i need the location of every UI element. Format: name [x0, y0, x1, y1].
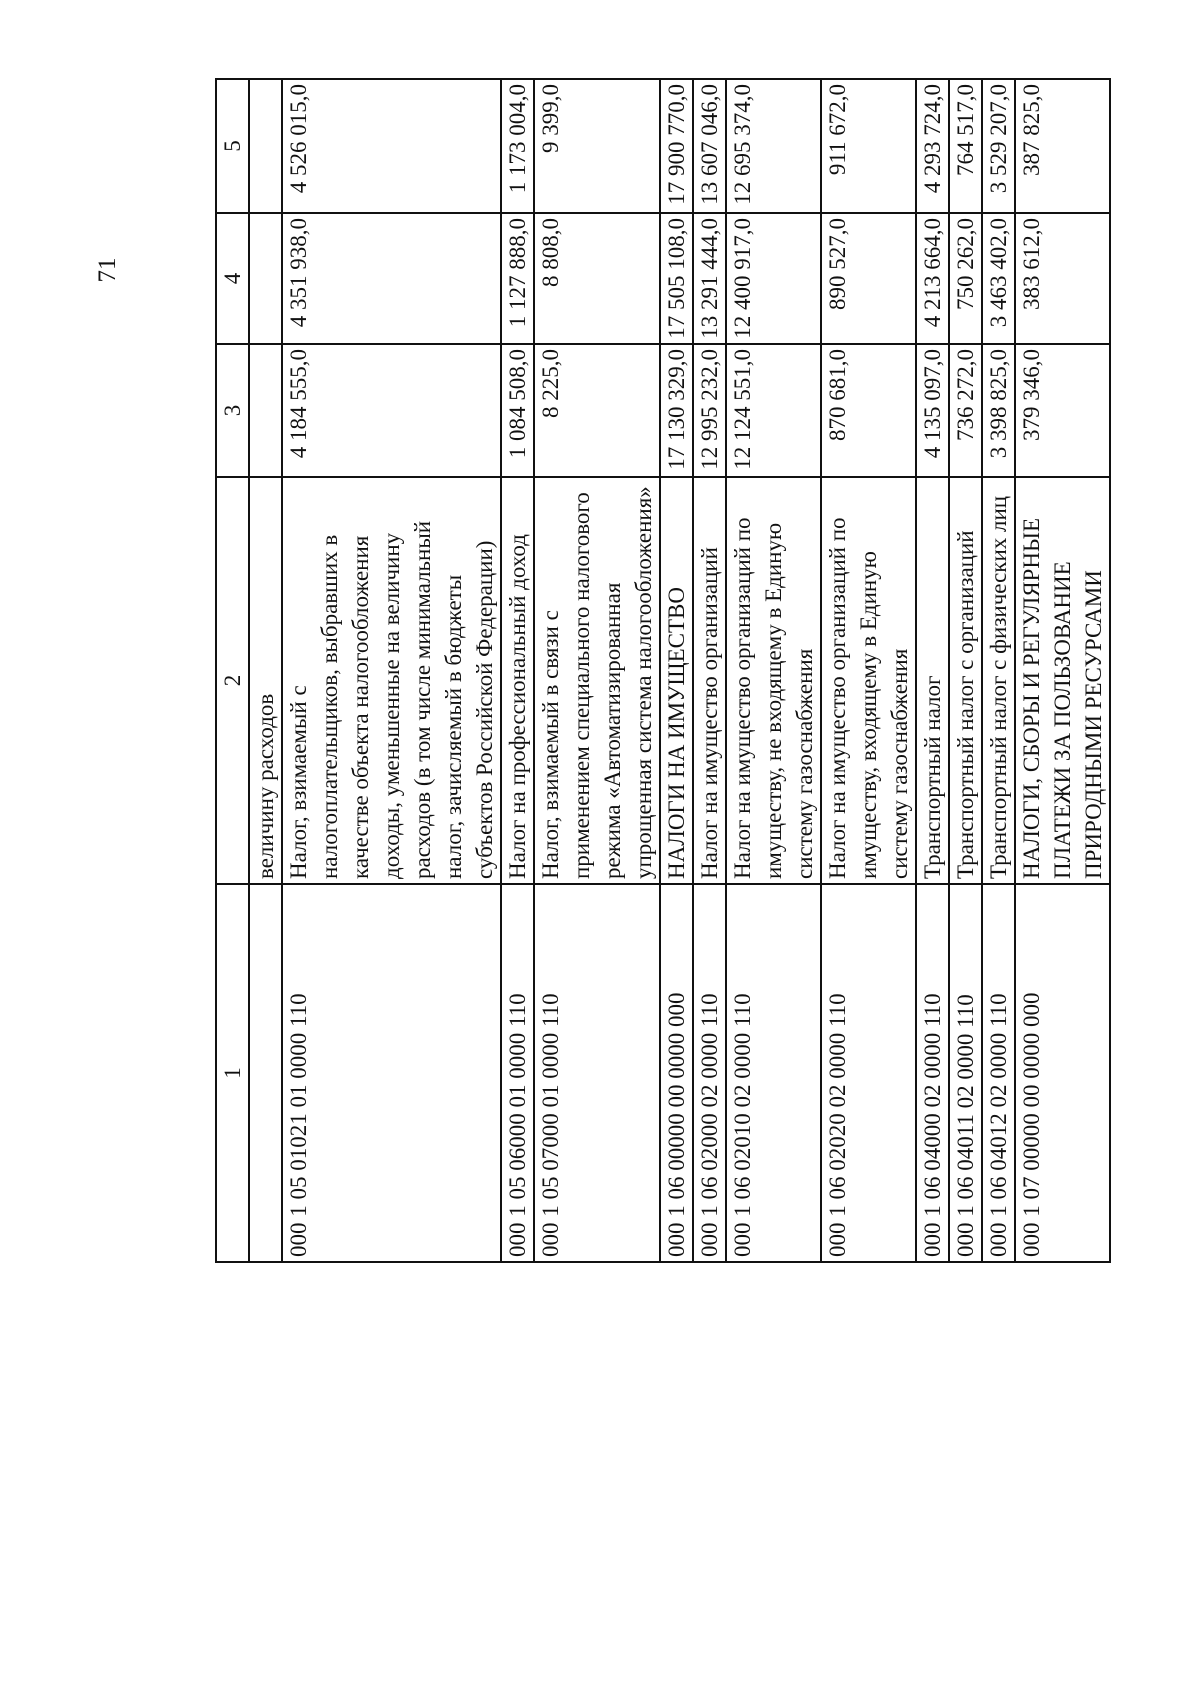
cell-value-3: 3 398 825,0 [982, 344, 1015, 477]
table-row [660, 79, 693, 1262]
cell-code: 000 1 06 02010 02 0000 110 [726, 884, 821, 1262]
cell-code: 000 1 06 00000 00 0000 000 [660, 884, 693, 1262]
cell-value-5: 4 293 724,0 [916, 79, 949, 213]
cell-value-4: 750 262,0 [949, 213, 982, 344]
cell-name: Налог, взимаемый с налогоплательщиков, выбравших в качестве объекта налогообложения доходы, уменьшенные на величину расходов (в том числе минимальный налог, зачисляемый в бюджеты субъектов Российской Федерации) [282, 477, 501, 884]
cell-name: Налог на имущество организаций [693, 477, 726, 884]
table-row [501, 79, 534, 1262]
cell-value-5: 13 607 046,0 [693, 79, 726, 213]
cell-value-5 [249, 79, 282, 213]
cell-value-3: 12 124 551,0 [726, 344, 821, 477]
cell-value-5: 911 672,0 [821, 79, 916, 213]
cell-value-4: 3 463 402,0 [982, 213, 1015, 344]
column-header-1: 1 [216, 884, 249, 1262]
table-row [726, 79, 821, 1262]
cell-value-3: 736 272,0 [949, 344, 982, 477]
column-header-4: 4 [216, 213, 249, 344]
cell-value-4: 4 351 938,0 [282, 213, 501, 344]
cell-code: 000 1 05 06000 01 0000 110 [501, 884, 534, 1262]
table-row [916, 79, 949, 1262]
cell-code [249, 884, 282, 1262]
cell-name: Транспортный налог [916, 477, 949, 884]
cell-name: Налог на профессиональный доход [501, 477, 534, 884]
column-header-3: 3 [216, 344, 249, 477]
column-header-5: 5 [216, 79, 249, 213]
cell-value-5: 12 695 374,0 [726, 79, 821, 213]
cell-name: Транспортный налог с организаций [949, 477, 982, 884]
cell-value-3: 8 225,0 [534, 344, 660, 477]
cell-code: 000 1 07 00000 00 0000 000 [1015, 884, 1110, 1262]
table-row [282, 79, 501, 1262]
cell-value-4: 12 400 917,0 [726, 213, 821, 344]
table-row [1015, 79, 1110, 1262]
table-row [534, 79, 660, 1262]
cell-value-5: 3 529 207,0 [982, 79, 1015, 213]
table-row [693, 79, 726, 1262]
cell-name: НАЛОГИ НА ИМУЩЕСТВО [660, 477, 693, 884]
cell-code: 000 1 06 04011 02 0000 110 [949, 884, 982, 1262]
cell-value-3: 379 346,0 [1015, 344, 1110, 477]
cell-value-3: 1 084 508,0 [501, 344, 534, 477]
cell-value-5: 387 825,0 [1015, 79, 1110, 213]
cell-code: 000 1 06 02000 02 0000 110 [693, 884, 726, 1262]
continuation-row [249, 79, 282, 1262]
cell-name: Налог на имущество организаций по имуществу, не входящему в Единую систему газоснабжения [726, 477, 821, 884]
cell-value-5: 1 173 004,0 [501, 79, 534, 213]
cell-name: Налог, взимаемый в связи с применением специального налогового режима «Автоматизированная упрощенная система налогообложения» [534, 477, 660, 884]
cell-value-4: 13 291 444,0 [693, 213, 726, 344]
cell-value-4: 4 213 664,0 [916, 213, 949, 344]
cell-value-3: 17 130 329,0 [660, 344, 693, 477]
cell-code: 000 1 05 01021 01 0000 110 [282, 884, 501, 1262]
table-row [949, 79, 982, 1262]
cell-value-5: 9 399,0 [534, 79, 660, 213]
cell-value-3: 4 184 555,0 [282, 344, 501, 477]
cell-name: Транспортный налог с физических лиц [982, 477, 1015, 884]
column-header-2: 2 [216, 477, 249, 884]
table-row [821, 79, 916, 1262]
page-number: 71 [94, 257, 121, 283]
cell-name: Налог на имущество организаций по имуществу, входящему в Единую систему газоснабжения [821, 477, 916, 884]
cell-code: 000 1 05 07000 01 0000 110 [534, 884, 660, 1262]
cell-name: НАЛОГИ, СБОРЫ И РЕГУЛЯРНЫЕ ПЛАТЕЖИ ЗА ПОЛЬЗОВАНИЕ ПРИРОДНЫМИ РЕСУРСАМИ [1015, 477, 1110, 884]
cell-value-4: 890 527,0 [821, 213, 916, 344]
cell-value-5: 17 900 770,0 [660, 79, 693, 213]
cell-value-3: 870 681,0 [821, 344, 916, 477]
cell-value-4: 383 612,0 [1015, 213, 1110, 344]
cell-value-4: 17 505 108,0 [660, 213, 693, 344]
cell-value-5: 764 517,0 [949, 79, 982, 213]
rotated-table-container [215, 80, 1106, 1263]
cell-code: 000 1 06 04000 02 0000 110 [916, 884, 949, 1262]
table-header-row [216, 79, 249, 1262]
budget-table [215, 78, 1111, 1263]
cell-value-3: 12 995 232,0 [693, 344, 726, 477]
cell-value-4: 8 808,0 [534, 213, 660, 344]
cell-value-4 [249, 213, 282, 344]
table-row [982, 79, 1015, 1262]
cell-value-3 [249, 344, 282, 477]
cell-value-3: 4 135 097,0 [916, 344, 949, 477]
cell-value-5: 4 526 015,0 [282, 79, 501, 213]
cell-value-4: 1 127 888,0 [501, 213, 534, 344]
cell-code: 000 1 06 04012 02 0000 110 [982, 884, 1015, 1262]
cell-code: 000 1 06 02020 02 0000 110 [821, 884, 916, 1262]
cell-name: величину расходов [249, 477, 282, 884]
